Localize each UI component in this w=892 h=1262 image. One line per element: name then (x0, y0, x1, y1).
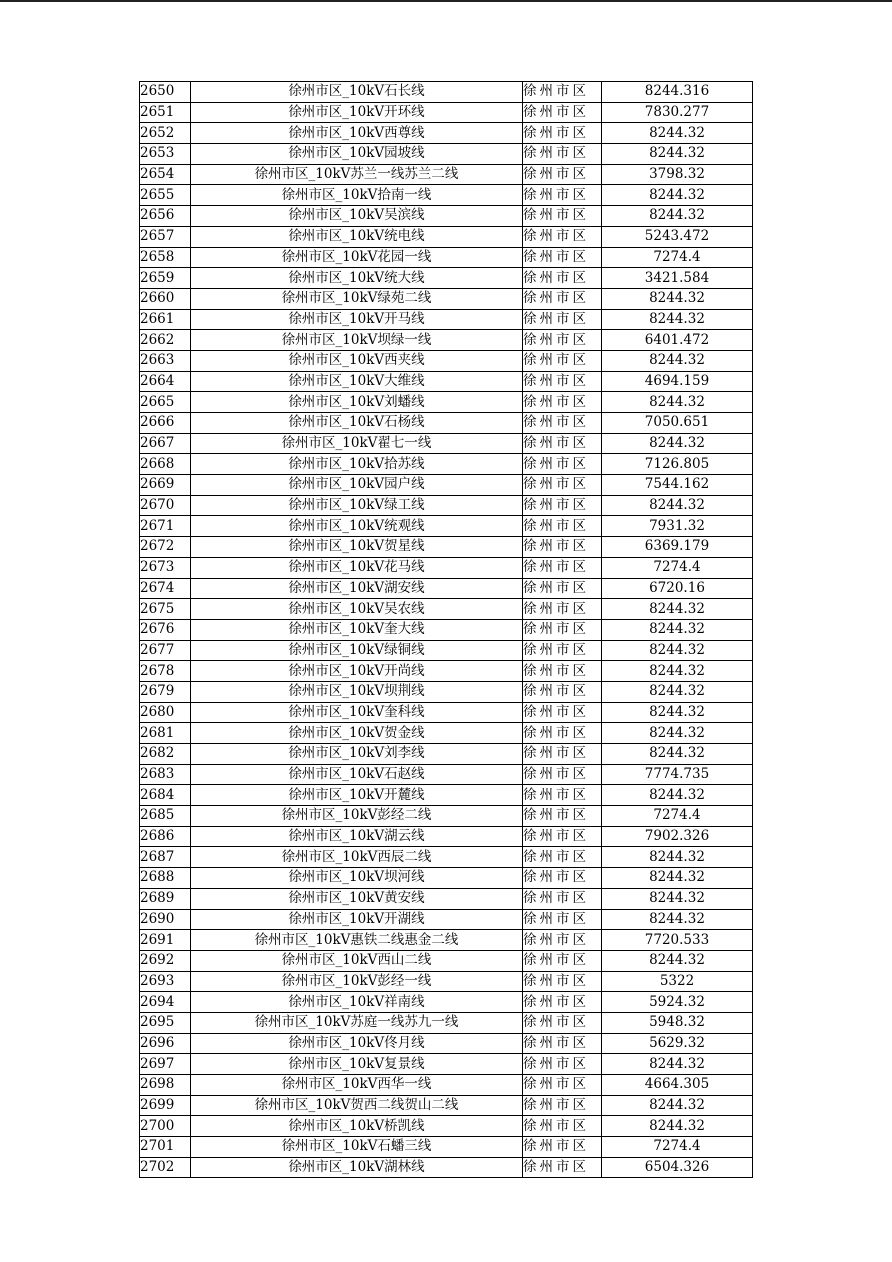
area-cell: 徐州市区 (523, 661, 602, 682)
line-name-cell: 徐州市区_10kV绿工线 (191, 495, 523, 516)
area-cell: 徐州市区 (523, 392, 602, 413)
row-number-cell: 2673 (140, 557, 191, 578)
line-name-cell: 徐州市区_10kV湖林线 (191, 1157, 523, 1178)
row-number-cell: 2690 (140, 909, 191, 930)
line-name-cell: 徐州市区_10kV贺星线 (191, 537, 523, 558)
value-cell: 8244.32 (602, 950, 753, 971)
area-cell: 徐州市区 (523, 1075, 602, 1096)
line-name-cell: 徐州市区_10kV祥南线 (191, 992, 523, 1013)
row-number-cell: 2653 (140, 144, 191, 165)
row-number-cell: 2685 (140, 806, 191, 827)
table-row (140, 619, 753, 640)
line-name-cell: 徐州市区_10kV翟七一线 (191, 433, 523, 454)
line-name-cell: 徐州市区_10kV统观线 (191, 516, 523, 537)
row-number-cell: 2682 (140, 744, 191, 765)
line-name-cell: 徐州市区_10kV西辰二线 (191, 847, 523, 868)
line-name-cell: 徐州市区_10kV桥凯线 (191, 1116, 523, 1137)
area-cell: 徐州市区 (523, 185, 602, 206)
row-number-cell: 2652 (140, 123, 191, 144)
table-row (140, 909, 753, 930)
area-cell: 徐州市区 (523, 123, 602, 144)
row-number-cell: 2681 (140, 723, 191, 744)
area-cell: 徐州市区 (523, 930, 602, 951)
area-cell: 徐州市区 (523, 413, 602, 434)
line-name-cell: 徐州市区_10kV刘李线 (191, 744, 523, 765)
line-name-cell: 徐州市区_10kV统大线 (191, 268, 523, 289)
table-row (140, 206, 753, 227)
area-cell: 徐州市区 (523, 1012, 602, 1033)
line-name-cell: 徐州市区_10kV开尚线 (191, 661, 523, 682)
table-body (140, 82, 753, 1178)
value-cell: 8244.32 (602, 681, 753, 702)
area-cell: 徐州市区 (523, 702, 602, 723)
row-number-cell: 2669 (140, 475, 191, 496)
area-cell: 徐州市区 (523, 888, 602, 909)
row-number-cell: 2691 (140, 930, 191, 951)
value-cell: 8244.32 (602, 599, 753, 620)
value-cell: 7274.4 (602, 806, 753, 827)
area-cell: 徐州市区 (523, 578, 602, 599)
value-cell: 7931.32 (602, 516, 753, 537)
row-number-cell: 2696 (140, 1033, 191, 1054)
value-cell: 7902.326 (602, 826, 753, 847)
table-row (140, 185, 753, 206)
table-row (140, 661, 753, 682)
row-number-cell: 2694 (140, 992, 191, 1013)
line-name-cell: 徐州市区_10kV坝绿一线 (191, 330, 523, 351)
line-name-cell: 徐州市区_10kV西华一线 (191, 1075, 523, 1096)
row-number-cell: 2661 (140, 309, 191, 330)
area-cell: 徐州市区 (523, 826, 602, 847)
area-cell: 徐州市区 (523, 1116, 602, 1137)
value-cell: 5243.472 (602, 226, 753, 247)
area-cell: 徐州市区 (523, 1033, 602, 1054)
area-cell: 徐州市区 (523, 537, 602, 558)
table-row (140, 413, 753, 434)
table-row (140, 1033, 753, 1054)
table-row (140, 723, 753, 744)
value-cell: 7274.4 (602, 1137, 753, 1158)
line-data-table-wrapper (139, 81, 753, 1178)
table-row (140, 1054, 753, 1075)
line-name-cell: 徐州市区_10kV西尊线 (191, 123, 523, 144)
row-number-cell: 2670 (140, 495, 191, 516)
line-name-cell: 徐州市区_10kV拾南一线 (191, 185, 523, 206)
table-row (140, 123, 753, 144)
row-number-cell: 2660 (140, 288, 191, 309)
line-name-cell: 徐州市区_10kV西夹线 (191, 350, 523, 371)
table-row (140, 950, 753, 971)
value-cell: 8244.32 (602, 909, 753, 930)
line-name-cell: 徐州市区_10kV西山二线 (191, 950, 523, 971)
row-number-cell: 2680 (140, 702, 191, 723)
value-cell: 6401.472 (602, 330, 753, 351)
area-cell: 徐州市区 (523, 868, 602, 889)
value-cell: 8244.32 (602, 847, 753, 868)
row-number-cell: 2701 (140, 1137, 191, 1158)
row-number-cell: 2686 (140, 826, 191, 847)
table-row (140, 764, 753, 785)
row-number-cell: 2697 (140, 1054, 191, 1075)
area-cell: 徐州市区 (523, 164, 602, 185)
line-name-cell: 徐州市区_10kV黄安线 (191, 888, 523, 909)
row-number-cell: 2650 (140, 82, 191, 103)
row-number-cell: 2657 (140, 226, 191, 247)
table-row (140, 247, 753, 268)
table-row (140, 102, 753, 123)
table-row (140, 1137, 753, 1158)
table-row (140, 392, 753, 413)
value-cell: 8244.32 (602, 744, 753, 765)
area-cell: 徐州市区 (523, 640, 602, 661)
row-number-cell: 2684 (140, 785, 191, 806)
area-cell: 徐州市区 (523, 681, 602, 702)
table-row (140, 971, 753, 992)
row-number-cell: 2668 (140, 454, 191, 475)
value-cell: 8244.32 (602, 206, 753, 227)
page-top-border (0, 0, 892, 2)
row-number-cell: 2683 (140, 764, 191, 785)
table-row (140, 578, 753, 599)
row-number-cell: 2658 (140, 247, 191, 268)
value-cell: 8244.32 (602, 1095, 753, 1116)
line-name-cell: 徐州市区_10kV开马线 (191, 309, 523, 330)
line-name-cell: 徐州市区_10kV统电线 (191, 226, 523, 247)
value-cell: 8244.32 (602, 123, 753, 144)
table-row (140, 226, 753, 247)
table-row (140, 537, 753, 558)
row-number-cell: 2655 (140, 185, 191, 206)
value-cell: 8244.32 (602, 1054, 753, 1075)
value-cell: 6504.326 (602, 1157, 753, 1178)
line-name-cell: 徐州市区_10kV彭经一线 (191, 971, 523, 992)
value-cell: 6720.16 (602, 578, 753, 599)
row-number-cell: 2674 (140, 578, 191, 599)
value-cell: 8244.32 (602, 495, 753, 516)
row-number-cell: 2654 (140, 164, 191, 185)
row-number-cell: 2659 (140, 268, 191, 289)
row-number-cell: 2692 (140, 950, 191, 971)
table-row (140, 1012, 753, 1033)
line-name-cell: 徐州市区_10kV园户线 (191, 475, 523, 496)
value-cell: 8244.32 (602, 185, 753, 206)
area-cell: 徐州市区 (523, 619, 602, 640)
table-row (140, 702, 753, 723)
value-cell: 8244.32 (602, 785, 753, 806)
area-cell: 徐州市区 (523, 309, 602, 330)
table-row (140, 599, 753, 620)
row-number-cell: 2695 (140, 1012, 191, 1033)
line-name-cell: 徐州市区_10kV石赵线 (191, 764, 523, 785)
area-cell: 徐州市区 (523, 1137, 602, 1158)
value-cell: 7050.651 (602, 413, 753, 434)
table-row (140, 288, 753, 309)
line-name-cell: 徐州市区_10kV开湖线 (191, 909, 523, 930)
area-cell: 徐州市区 (523, 288, 602, 309)
line-name-cell: 徐州市区_10kV花马线 (191, 557, 523, 578)
row-number-cell: 2679 (140, 681, 191, 702)
value-cell: 8244.32 (602, 868, 753, 889)
row-number-cell: 2702 (140, 1157, 191, 1178)
row-number-cell: 2677 (140, 640, 191, 661)
value-cell: 7774.735 (602, 764, 753, 785)
table-row (140, 82, 753, 103)
value-cell: 7274.4 (602, 557, 753, 578)
row-number-cell: 2693 (140, 971, 191, 992)
value-cell: 7274.4 (602, 247, 753, 268)
area-cell: 徐州市区 (523, 1054, 602, 1075)
table-row (140, 475, 753, 496)
table-row (140, 847, 753, 868)
area-cell: 徐州市区 (523, 144, 602, 165)
value-cell: 8244.32 (602, 619, 753, 640)
area-cell: 徐州市区 (523, 495, 602, 516)
row-number-cell: 2651 (140, 102, 191, 123)
area-cell: 徐州市区 (523, 1157, 602, 1178)
area-cell: 徐州市区 (523, 268, 602, 289)
line-name-cell: 徐州市区_10kV惠铁二线惠金二线 (191, 930, 523, 951)
line-name-cell: 徐州市区_10kV彭经二线 (191, 806, 523, 827)
area-cell: 徐州市区 (523, 350, 602, 371)
value-cell: 8244.32 (602, 888, 753, 909)
table-row (140, 350, 753, 371)
table-row (140, 557, 753, 578)
line-name-cell: 徐州市区_10kV湖安线 (191, 578, 523, 599)
table-row (140, 164, 753, 185)
value-cell: 6369.179 (602, 537, 753, 558)
value-cell: 8244.32 (602, 144, 753, 165)
value-cell: 3421.584 (602, 268, 753, 289)
row-number-cell: 2675 (140, 599, 191, 620)
value-cell: 8244.32 (602, 640, 753, 661)
area-cell: 徐州市区 (523, 247, 602, 268)
area-cell: 徐州市区 (523, 371, 602, 392)
line-name-cell: 徐州市区_10kV坝河线 (191, 868, 523, 889)
area-cell: 徐州市区 (523, 764, 602, 785)
table-row (140, 992, 753, 1013)
line-name-cell: 徐州市区_10kV园坡线 (191, 144, 523, 165)
row-number-cell: 2687 (140, 847, 191, 868)
value-cell: 8244.32 (602, 433, 753, 454)
area-cell: 徐州市区 (523, 847, 602, 868)
table-row (140, 1157, 753, 1178)
row-number-cell: 2698 (140, 1075, 191, 1096)
area-cell: 徐州市区 (523, 557, 602, 578)
row-number-cell: 2664 (140, 371, 191, 392)
area-cell: 徐州市区 (523, 516, 602, 537)
value-cell: 5948.32 (602, 1012, 753, 1033)
line-name-cell: 徐州市区_10kV石蟠三线 (191, 1137, 523, 1158)
line-name-cell: 徐州市区_10kV拾苏线 (191, 454, 523, 475)
line-name-cell: 徐州市区_10kV苏兰一线苏兰二线 (191, 164, 523, 185)
value-cell: 7126.805 (602, 454, 753, 475)
value-cell: 8244.316 (602, 82, 753, 103)
table-row (140, 744, 753, 765)
value-cell: 5924.32 (602, 992, 753, 1013)
row-number-cell: 2676 (140, 619, 191, 640)
area-cell: 徐州市区 (523, 599, 602, 620)
area-cell: 徐州市区 (523, 950, 602, 971)
line-name-cell: 徐州市区_10kV石长线 (191, 82, 523, 103)
table-row (140, 1075, 753, 1096)
table-row (140, 785, 753, 806)
table-row (140, 1095, 753, 1116)
area-cell: 徐州市区 (523, 454, 602, 475)
line-name-cell: 徐州市区_10kV刘蟠线 (191, 392, 523, 413)
line-name-cell: 徐州市区_10kV石杨线 (191, 413, 523, 434)
table-row (140, 454, 753, 475)
value-cell: 7720.533 (602, 930, 753, 951)
line-name-cell: 徐州市区_10kV奎科线 (191, 702, 523, 723)
row-number-cell: 2656 (140, 206, 191, 227)
line-name-cell: 徐州市区_10kV绿苑二线 (191, 288, 523, 309)
table-row (140, 309, 753, 330)
row-number-cell: 2678 (140, 661, 191, 682)
line-name-cell: 徐州市区_10kV贺金线 (191, 723, 523, 744)
row-number-cell: 2672 (140, 537, 191, 558)
value-cell: 5322 (602, 971, 753, 992)
line-name-cell: 徐州市区_10kV复景线 (191, 1054, 523, 1075)
row-number-cell: 2689 (140, 888, 191, 909)
value-cell: 8244.32 (602, 661, 753, 682)
table-row (140, 888, 753, 909)
row-number-cell: 2662 (140, 330, 191, 351)
area-cell: 徐州市区 (523, 206, 602, 227)
area-cell: 徐州市区 (523, 785, 602, 806)
line-name-cell: 徐州市区_10kV大维线 (191, 371, 523, 392)
table-row (140, 826, 753, 847)
area-cell: 徐州市区 (523, 433, 602, 454)
area-cell: 徐州市区 (523, 909, 602, 930)
value-cell: 4664.305 (602, 1075, 753, 1096)
line-name-cell: 徐州市区_10kV开环线 (191, 102, 523, 123)
table-row (140, 640, 753, 661)
line-data-table (139, 81, 753, 1178)
table-row (140, 516, 753, 537)
line-name-cell: 徐州市区_10kV佟月线 (191, 1033, 523, 1054)
table-row (140, 681, 753, 702)
table-row (140, 495, 753, 516)
row-number-cell: 2671 (140, 516, 191, 537)
row-number-cell: 2667 (140, 433, 191, 454)
area-cell: 徐州市区 (523, 806, 602, 827)
line-name-cell: 徐州市区_10kV吴滨线 (191, 206, 523, 227)
area-cell: 徐州市区 (523, 226, 602, 247)
value-cell: 8244.32 (602, 309, 753, 330)
row-number-cell: 2663 (140, 350, 191, 371)
row-number-cell: 2665 (140, 392, 191, 413)
area-cell: 徐州市区 (523, 102, 602, 123)
table-row (140, 330, 753, 351)
value-cell: 4694.159 (602, 371, 753, 392)
line-name-cell: 徐州市区_10kV绿铜线 (191, 640, 523, 661)
area-cell: 徐州市区 (523, 1095, 602, 1116)
line-name-cell: 徐州市区_10kV吴农线 (191, 599, 523, 620)
value-cell: 8244.32 (602, 723, 753, 744)
value-cell: 8244.32 (602, 392, 753, 413)
value-cell: 3798.32 (602, 164, 753, 185)
table-row (140, 144, 753, 165)
table-row (140, 268, 753, 289)
row-number-cell: 2699 (140, 1095, 191, 1116)
area-cell: 徐州市区 (523, 971, 602, 992)
area-cell: 徐州市区 (523, 330, 602, 351)
area-cell: 徐州市区 (523, 992, 602, 1013)
row-number-cell: 2666 (140, 413, 191, 434)
line-name-cell: 徐州市区_10kV苏庭一线苏九一线 (191, 1012, 523, 1033)
area-cell: 徐州市区 (523, 723, 602, 744)
line-name-cell: 徐州市区_10kV开麓线 (191, 785, 523, 806)
table-row (140, 433, 753, 454)
table-row (140, 868, 753, 889)
row-number-cell: 2688 (140, 868, 191, 889)
line-name-cell: 徐州市区_10kV花园一线 (191, 247, 523, 268)
area-cell: 徐州市区 (523, 475, 602, 496)
line-name-cell: 徐州市区_10kV贺西二线贺山二线 (191, 1095, 523, 1116)
line-name-cell: 徐州市区_10kV奎大线 (191, 619, 523, 640)
line-name-cell: 徐州市区_10kV坝荆线 (191, 681, 523, 702)
table-row (140, 1116, 753, 1137)
value-cell: 8244.32 (602, 350, 753, 371)
value-cell: 8244.32 (602, 288, 753, 309)
area-cell: 徐州市区 (523, 744, 602, 765)
value-cell: 5629.32 (602, 1033, 753, 1054)
value-cell: 7544.162 (602, 475, 753, 496)
area-cell: 徐州市区 (523, 82, 602, 103)
table-row (140, 806, 753, 827)
value-cell: 7830.277 (602, 102, 753, 123)
table-row (140, 930, 753, 951)
line-name-cell: 徐州市区_10kV湖云线 (191, 826, 523, 847)
value-cell: 8244.32 (602, 1116, 753, 1137)
table-row (140, 371, 753, 392)
row-number-cell: 2700 (140, 1116, 191, 1137)
value-cell: 8244.32 (602, 702, 753, 723)
